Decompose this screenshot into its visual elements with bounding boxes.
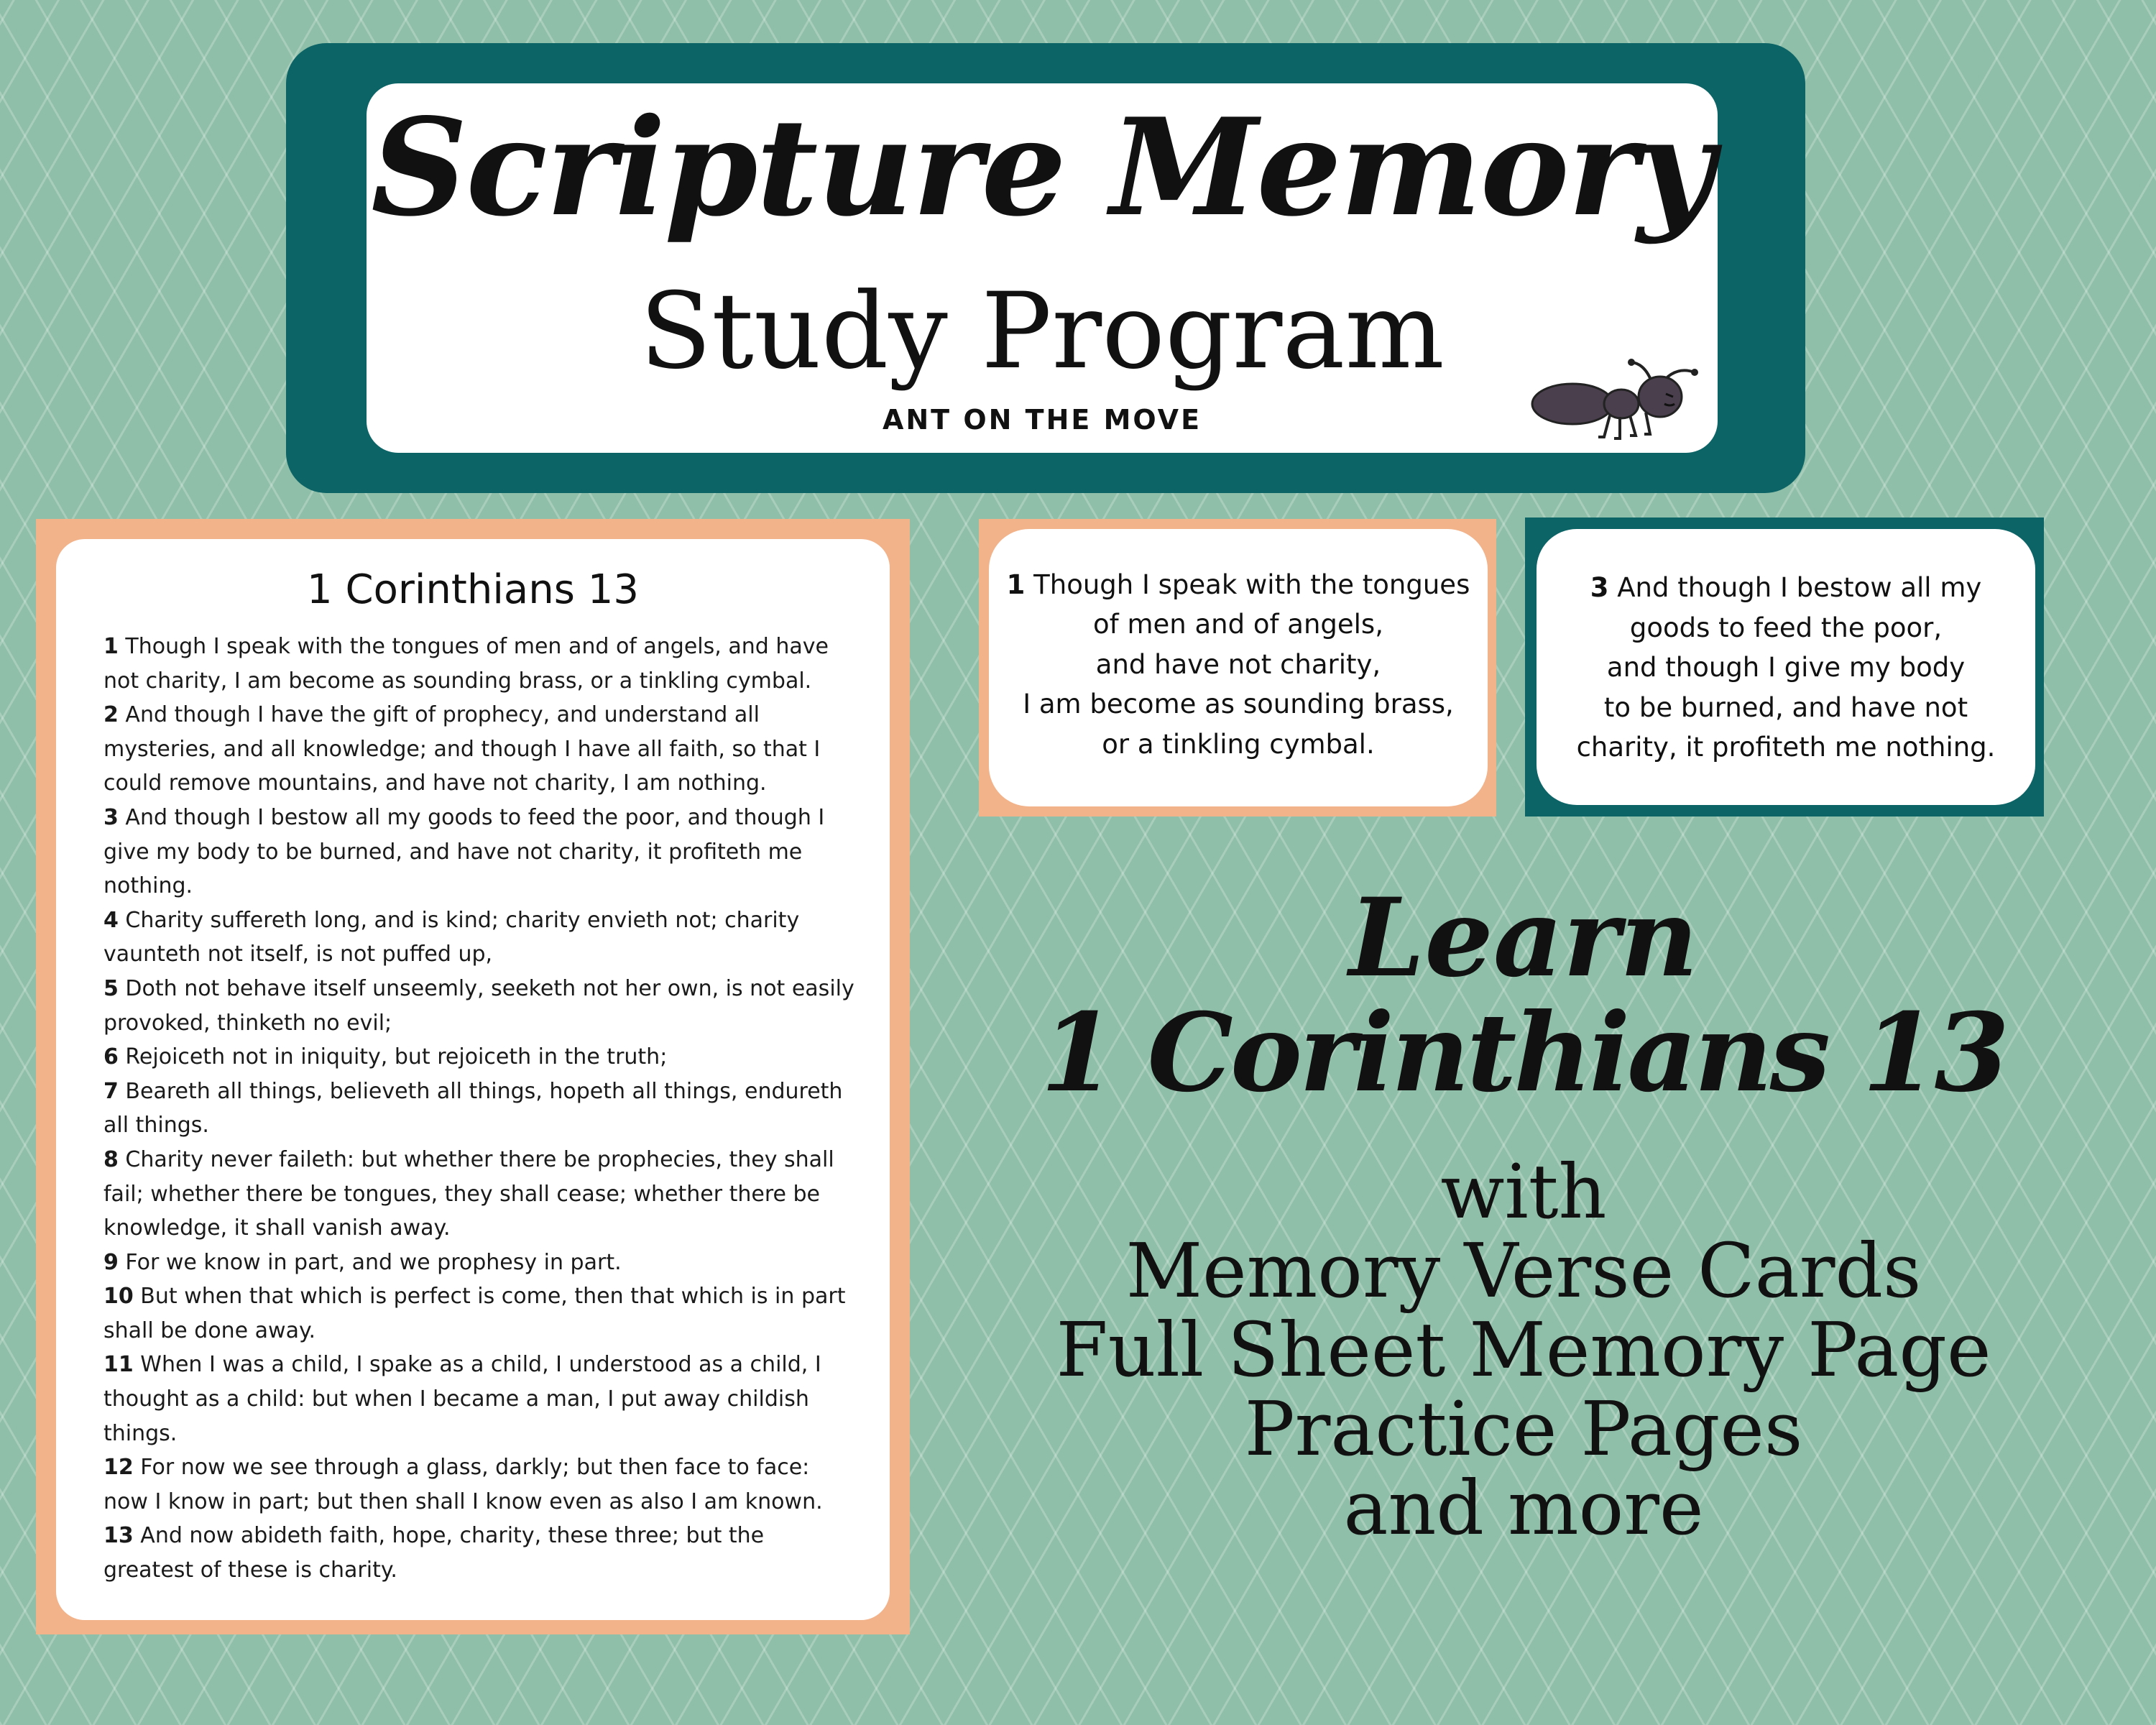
verse-text: Rejoiceth not in iniquity, but rejoiceth in the truth; <box>125 1044 668 1070</box>
full-sheet-card <box>56 539 890 1620</box>
full-sheet-verses <box>103 630 858 1588</box>
card-line <box>1537 568 2035 608</box>
verse-4 <box>103 903 858 972</box>
verse-13 <box>103 1519 858 1587</box>
card-line-text: Though I speak with the tongues <box>1033 569 1470 600</box>
verse-11 <box>103 1348 858 1450</box>
verse-number: 11 <box>103 1352 134 1378</box>
card-verse-number: 1 <box>1006 569 1026 600</box>
header-card <box>367 83 1718 453</box>
verse-3 <box>103 801 858 903</box>
verse-9 <box>103 1246 858 1280</box>
title-scripture-memory: Scripture Memory <box>371 88 1713 246</box>
card-line: goods to feed the poor, <box>1629 612 1943 643</box>
verse-number: 8 <box>103 1146 119 1172</box>
verse-number: 3 <box>103 804 119 830</box>
verse-text: For we know in part, and we prophesy in part. <box>125 1249 622 1275</box>
verse-card-3 <box>1537 529 2035 805</box>
promo-item-full-sheet: Full Sheet Memory Page <box>1056 1306 1991 1394</box>
verse-text: And though I have the gift of prophecy, and understand all mysteries, and all knowledge; and though I have all faith, so that I could remove mountains, and have not charity, I am nothing. <box>103 702 821 796</box>
card-line: or a tinkling cymbal. <box>1102 729 1375 760</box>
verse-number: 6 <box>103 1044 119 1070</box>
verse-2 <box>103 698 858 801</box>
verse-text: Though I speak with the tongues of men and of angels, and have not charity, I am become as sounding brass, or a tinkling cymbal. <box>103 634 829 694</box>
verse-12 <box>103 1450 858 1519</box>
verse-5 <box>103 972 858 1040</box>
promo-item-verse-cards: Memory Verse Cards <box>1125 1227 1922 1315</box>
card-line: and have not charity, <box>1095 649 1381 680</box>
card-line <box>989 565 1488 605</box>
verse-6 <box>103 1040 858 1075</box>
card-line: I am become as sounding brass, <box>1023 689 1454 719</box>
verse-text: But when that which is perfect is come, then that which is in part shall be done away. <box>103 1284 846 1343</box>
verse-number: 2 <box>103 702 119 728</box>
verse-8 <box>103 1143 858 1246</box>
verse-number: 7 <box>103 1078 119 1104</box>
full-sheet-title: 1 Corinthians 13 <box>307 566 639 613</box>
verse-number: 5 <box>103 975 119 1001</box>
card-line: and though I give my body <box>1606 652 1966 683</box>
verse-number: 4 <box>103 907 119 933</box>
verse-7 <box>103 1075 858 1143</box>
promo-with: with <box>1440 1148 1607 1236</box>
card-line: charity, it profiteth me nothing. <box>1576 732 1996 763</box>
card-verse-number: 3 <box>1590 572 1609 603</box>
verse-text: And now abideth faith, hope, charity, these three; but the greatest of these is charity. <box>103 1523 765 1583</box>
verse-number: 13 <box>103 1523 134 1549</box>
verse-text: Beareth all things, believeth all things, hopeth all things, endureth all things. <box>103 1078 843 1138</box>
verse-text: When I was a child, I spake as a child, I understood as a child, I thought as a child: but when I became a man, I put away childish things. <box>103 1352 821 1446</box>
card-line: to be burned, and have not <box>1603 692 1968 723</box>
verse-number: 9 <box>103 1249 119 1275</box>
verse-text: And though I bestow all my goods to feed the poor, and though I give my body to be burned, and have not charity, it profiteth me nothing. <box>103 804 825 899</box>
promo-book-title: 1 Corinthians 13 <box>1040 990 2007 1116</box>
verse-text: Charity never faileth: but whether there be prophecies, they shall fail; whether there be tongues, they shall cease; whether there be knowledge, it shall vanish away. <box>103 1146 834 1241</box>
brand-name: ANT ON THE MOVE <box>882 404 1202 436</box>
verse-number: 1 <box>103 634 119 659</box>
verse-number: 10 <box>103 1284 134 1310</box>
verse-text: Charity suffereth long, and is kind; charity envieth not; charity vaunteth not itself, is not puffed up, <box>103 907 800 967</box>
verse-1 <box>103 630 858 698</box>
title-study-program: Study Program <box>640 270 1445 392</box>
card-line-text: And though I bestow all my <box>1617 572 1982 603</box>
verse-10 <box>103 1279 858 1348</box>
verse-number: 12 <box>103 1455 134 1481</box>
verse-text: For now we see through a glass, darkly; but then face to face: now I know in part; but then shall I know even as also I am known. <box>103 1455 823 1514</box>
verse-card-1 <box>989 529 1488 806</box>
verse-text: Doth not behave itself unseemly, seeketh not her own, is not easily provoked, thinketh no evil; <box>103 975 854 1036</box>
ant-icon <box>1531 356 1710 443</box>
promo-item-practice-pages: Practice Pages <box>1244 1385 1803 1473</box>
promo-item-and-more: and more <box>1343 1464 1704 1552</box>
promo-learn: Learn <box>1348 875 1699 1001</box>
card-line: of men and of angels, <box>1093 609 1383 640</box>
